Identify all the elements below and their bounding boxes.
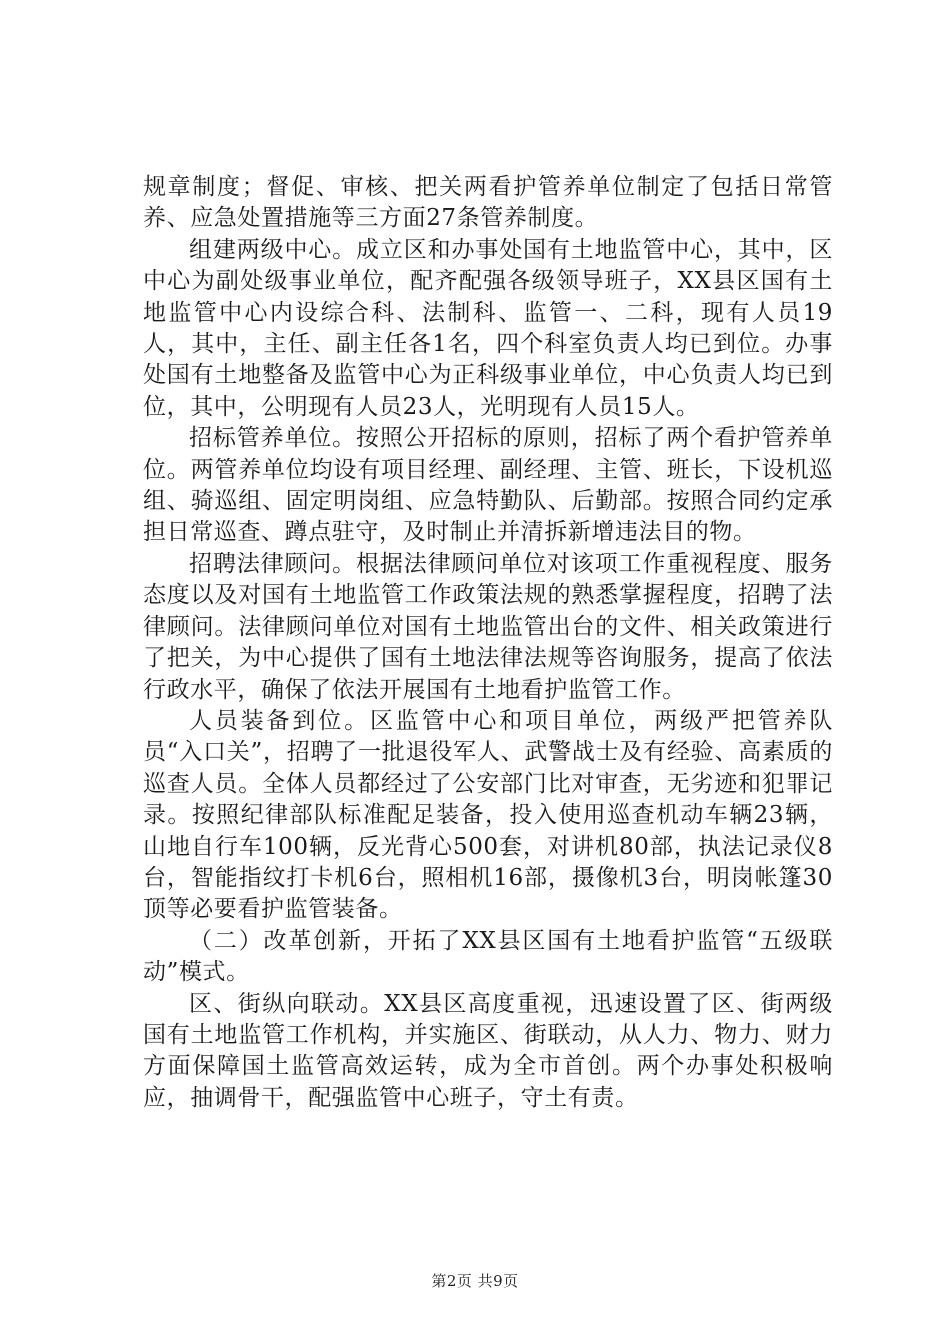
paragraph-continued: 规章制度；督促、审核、把关两看护管养单位制定了包括日常管养、应急处置措施等三方面27条管养制度。 (143, 174, 833, 232)
paragraph-tender-units: 招标管养单位。按照公开招标的原则，招标了两个看护管养单位。两管养单位均设有项目经理、副经理、主管、班长，下设机巡组、骑巡组、固定明岗组、应急特勤队、后勤部。按照合同约定承担日常巡查、蹲点驻守，及时制止并清拆新增违法目的物。 (143, 425, 833, 546)
paragraph-staff-equipment: 人员装备到位。区监管中心和项目单位，两级严把管养队员“入口关”，招聘了一批退役军人、武警战士及有经验、高素质的巡查人员。全体人员都经过了公安部门比对审查，无劣迹和犯罪记录。按照纪律部队标准配足装备，投入使用巡查机动车辆23辆，山地自行车100辆，反光背心500套，对讲机80部，执法记录仪8台，智能指纹打卡机6台，照相机16部，摄像机3台，明岗帐篷30顶等必要看护监管装备。 (143, 707, 833, 923)
paragraph-vertical-linkage: 区、街纵向联动。XX县区高度重视，迅速设置了区、街两级国有土地监管工作机构，并实施区、街联动，从人力、物力、财力方面保障国土监管高效运转，成为全市首创。两个办事处积极响应，抽调骨干，配强监管中心班子，守土有责。 (143, 990, 833, 1111)
page-number-footer: 第2页 共9页 (431, 1272, 519, 1290)
section-heading-reform: （二）改革创新，开拓了XX县区国有土地看护监管“五级联动”模式。 (143, 927, 833, 986)
paragraph-legal-advisor: 招聘法律顾问。根据法律顾问单位对该项工作重视程度、服务态度以及对国有土地监管工作政策法规的熟悉掌握程度，招聘了法律顾问。法律顾问单位对国有土地监管出台的文件、相关政策进行了把关，为中心提供了国有土地法律法规等咨询服务，提高了依法行政水平，确保了依法开展国有土地看护监管工作。 (143, 550, 833, 703)
document-body (143, 172, 833, 1114)
paragraph-two-level-centers: 组建两级中心。成立区和办事处国有土地监管中心，其中，区中心为副处级事业单位，配齐配强各级领导班子，XX县区国有土地监管中心内设综合科、法制科、监管一、二科，现有人员19人，其中，主任、副主任各1名，四个科室负责人均已到位。办事处国有土地整备及监管中心为正科级事业单位，中心负责人均已到位，其中，公明现有人员23人，光明现有人员15人。 (143, 236, 833, 420)
